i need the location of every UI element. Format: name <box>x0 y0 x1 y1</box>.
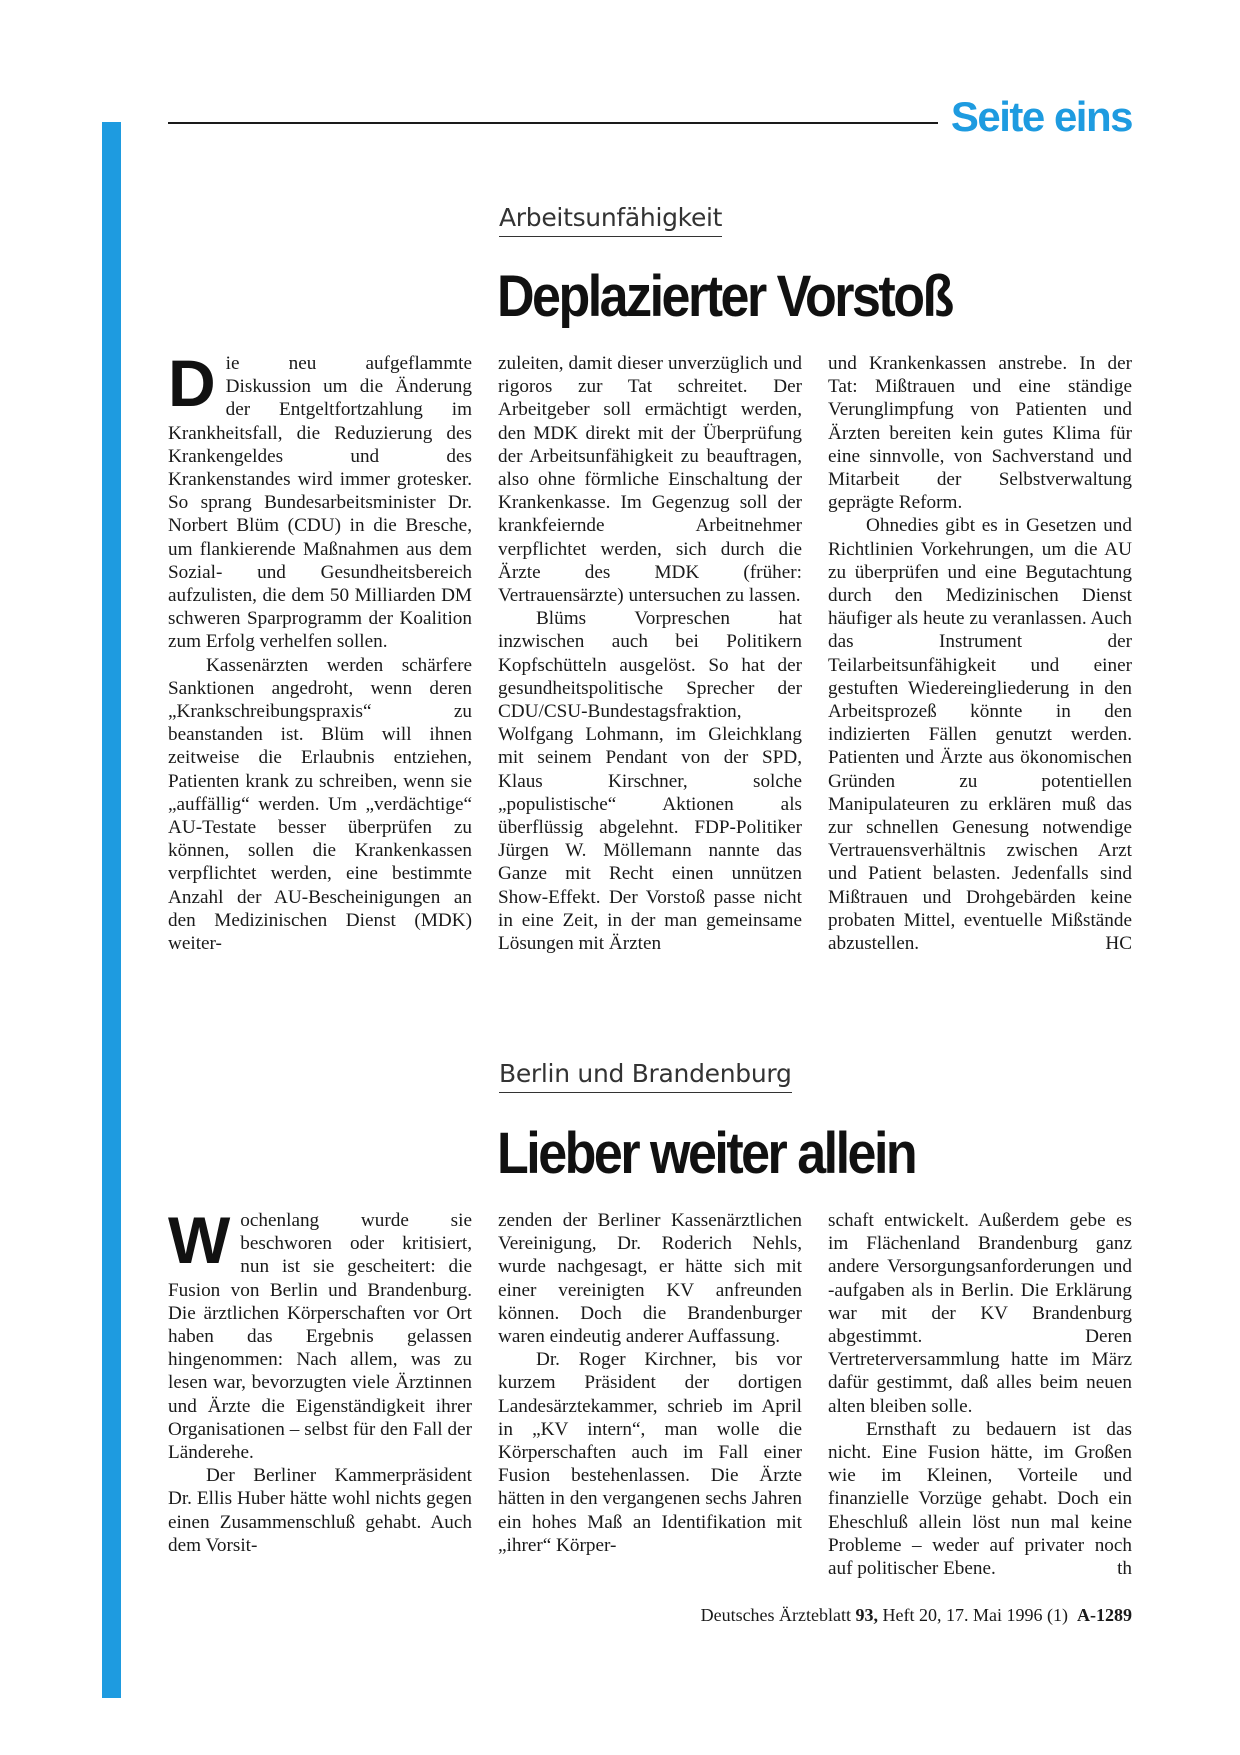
accent-bar <box>102 122 121 1698</box>
author-initials: th <box>1117 1558 1132 1580</box>
page-footer <box>701 1605 1132 1626</box>
header-rule <box>168 122 938 124</box>
journal-name: Deutsches Ärzteblatt <box>700 1605 852 1625</box>
paragraph: ochenlang wurde sie beschworen oder kritisiert, nun ist sie gescheitert: die Fusion von Berlin und Brandenburg. Die ärztlichen Körperschaften vor Ort haben das Ergebnis gelassen hingenommen: Nach allem, was zu lesen war, bevorzugten viele Ärztinnen und Ärzte die Eigenständigkeit ihrer Organisationen – selbst für den Fall der Länderehe. <box>168 1210 472 1464</box>
paragraph-text: Ohnedies gibt es in Gesetzen und Richtlinien Vorkehrungen, um die AU zu überprüfen und eine Begutachtung durch den Medizinischen Dienst häufiger als heute zu veranlassen. Auch das Instrument der Teilarbeitsunfähigkeit und einer gestuften Wiedereingliederung in den Arbeitsprozeß könnte in den indizierten Fällen genutzt werden. Patienten und Ärzte aus ökonomischen Gründen zu potentiellen Manipulateuren zu erklären muß das zur schnellen Genesung notwendige Vertrauensverhältnis zwischen Arzt und Patient belasten. Jedenfalls sind Mißtrauen und Drohgebärden keine probaten Mittel, eventuelle Mißstände abzustellen. <box>828 515 1132 955</box>
paragraph: ie neu aufgeflammte Diskussion um die Änderung der Entgeltfortzahlung im Krankheitsfall, die Reduzierung des Krankengeldes und des Krankenstandes wird immer grotesker. So sprang Bundesarbeitsminister Dr. Norbert Blüm (CDU) in die Bresche, um flankierende Maßnahmen aus dem Sozial- und Gesundheitsbereich aufzulisten, die dem 50 Milliarden DM schweren Sparprogramm der Koalition zum Erfolg verhelfen sollen. <box>168 353 472 653</box>
article-body <box>168 1203 1132 1580</box>
article-kicker: Berlin und Brandenburg <box>499 1061 792 1093</box>
article-headline: Deplazierter Vorstoß <box>497 264 952 330</box>
paragraph: Dr. Roger Kirchner, bis vor kurzem Präsident der dortigen Landesärztekammer, schrieb im April in „KV intern“, man wolle die Körperschaften auch im Fall einer Fusion bestehenlassen. Die Ärzte hätten in den vergangenen sechs Jahren ein hohes Maß an Identifikation mit „ihrer“ Körper- <box>498 1349 802 1556</box>
paragraph: zuleiten, damit dieser unverzüglich und rigoros zur Tat schreitet. Der Arbeitgeber soll ermächtigt werden, den MDK direkt mit der Überprüfung der Arbeitsunfähigkeit zu beauftragen, also ohne förmliche Einschaltung der Krankenkasse. Im Gegenzug soll der krankfeiernde Arbeitnehmer verpflichtet werden, sich durch die Ärzte des MDK (früher: Vertrauensärzte) untersuchen zu lassen. <box>498 353 802 607</box>
paragraph: und Krankenkassen anstrebe. In der Tat: Mißtrauen und eine ständige Verunglimpfung von Patienten und Ärzten bereiten kein gutes Klima für eine sinnvolle, von Sachverstand und Mitarbeit der Selbstverwaltung geprägte Reform. <box>828 353 1132 514</box>
drop-cap: W <box>168 1203 231 1277</box>
issue-info: Heft 20, 17. Mai 1996 (1) <box>882 1605 1068 1625</box>
article-column <box>498 1209 802 1580</box>
article-kicker: Arbeitsunfähigkeit <box>499 205 722 237</box>
page-number: A-1289 <box>1077 1605 1132 1625</box>
paragraph: Kassenärzten werden schärfere Sanktionen angedroht, wenn deren „Krankschreibungspraxis“ zu beanstanden ist. Blüm will ihnen zeitweise die Erlaubnis entziehen, Patienten krank zu schreiben, wenn sie „auffällig“ werden. Um „verdächtige“ AU-Testate besser überprüfen zu können, sollen die Krankenkassen verpflichtet werden, eine bestimmte Anzahl der AU-Bescheinigungen an den Medizinischen Dienst (MDK) weiter- <box>168 654 472 955</box>
volume-number: 93, <box>855 1605 879 1625</box>
paragraph <box>828 514 1132 955</box>
article-column <box>168 346 472 955</box>
article-column <box>498 352 802 955</box>
paragraph: Blüms Vorpreschen hat inzwischen auch bei Politikern Kopfschütteln ausgelöst. So hat der gesundheitspolitische Sprecher der CDU/CSU-Bundestagsfraktion, Wolfgang Lohmann, im Gleichklang mit seinem Pendant von der SPD, Klaus Kirschner, solche „populistische“ Aktionen als überflüssig abgelehnt. FDP-Politiker Jürgen W. Möllemann nannte das Ganze mit Recht einen unnützen Show-Effekt. Der Vorstoß passe nicht in eine Zeit, in der man gemeinsame Lösungen mit Ärzten <box>498 608 802 955</box>
section-label: Seite eins <box>950 93 1132 140</box>
article-body <box>168 346 1132 955</box>
drop-cap: D <box>168 346 216 420</box>
article-headline: Lieber weiter allein <box>497 1121 916 1187</box>
article-column <box>828 1209 1132 1580</box>
paragraph-text: Ernsthaft zu bedauern ist das nicht. Eine Fusion hätte, im Großen wie im Kleinen, Vorteile und finanzielle Vorzüge gehabt. Doch ein Eheschluß allein löst nun mal keine Probleme – weder auf privater noch auf politischer Ebene. <box>828 1418 1132 1580</box>
article-column <box>828 352 1132 955</box>
author-initials: HC <box>1105 933 1132 955</box>
paragraph <box>828 1418 1132 1580</box>
paragraph: zenden der Berliner Kassenärztlichen Vereinigung, Dr. Roderich Nehls, wurde nachgesagt, er hätte sich mit einer vereinigten KV anfreunden können. Doch die Brandenburger waren eindeutig anderer Auffassung. <box>498 1210 802 1348</box>
paragraph: schaft entwickelt. Außerdem gebe es im Flächenland Brandenburg ganz andere Versorgungsanforderungen und -aufgaben als in Berlin. Die Erklärung war mit der KV Brandenburg abgestimmt. Deren Vertreterversammlung hatte im März dafür gestimmt, daß alles beim neuen alten bleiben solle. <box>828 1210 1132 1417</box>
article-column <box>168 1203 472 1580</box>
paragraph: Der Berliner Kammerpräsident Dr. Ellis Huber hätte wohl nichts gegen einen Zusammenschluß gehabt. Auch dem Vorsit- <box>168 1465 472 1556</box>
